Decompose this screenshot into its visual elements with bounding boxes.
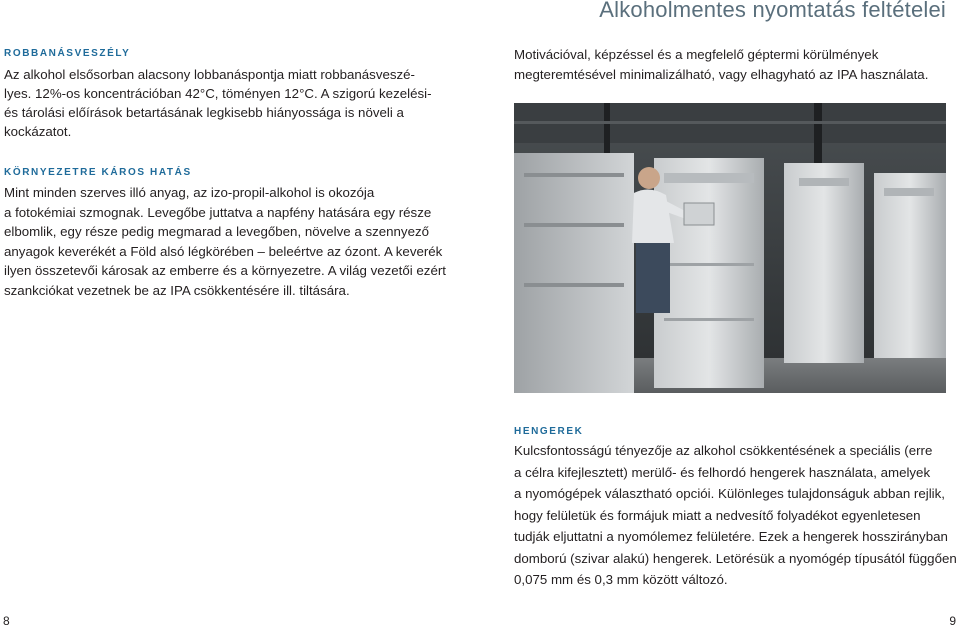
section-heading-fire-hazard: ROBBANÁSVESZÉLY — [4, 48, 131, 59]
text-line: anyagok keverékét a Föld alsó légkörében – beleértve az ózont. A keverék — [4, 243, 443, 259]
fire-hazard-text — [4, 65, 432, 141]
text-line: a fotokémiai szmognak. Levegőbe juttatva a napfény hatására egy része — [4, 204, 432, 220]
section-heading-environment: KÖRNYEZETRE KÁROS HATÁS — [4, 167, 192, 178]
text-line: Mint minden szerves illó anyag, az izo-propil-alkohol is okozója — [4, 185, 375, 200]
page-title: Alkoholmentes nyomtatás feltételei — [599, 0, 946, 22]
page-number-right: 9 — [949, 614, 956, 628]
text-line: szankciókat vezetnek be az IPA csökkentésére ill. tiltására. — [4, 282, 350, 298]
text-line: a nyomógépek választható opciói. Különleges tulajdonságuk abban rejlik, — [514, 486, 945, 501]
text-line: domború (szivar alakú) hengerek. Letörésük a nyomógép típusától függően — [514, 550, 957, 566]
rollers-text — [514, 440, 957, 591]
motivation-text — [514, 45, 928, 84]
text-line: megteremtésével minimalizálható, vagy elhagyható az IPA használata. — [514, 66, 929, 82]
text-line: Motivációval, képzéssel és a megfelelő géptermi körülmények — [514, 47, 879, 62]
text-line: Kulcsfontosságú tényezője az alkohol csökkentésének a speciális (erre — [514, 443, 933, 458]
text-line: hogy felületük és formájuk miatt a nedvesítő folyadékot egyenletesen — [514, 507, 921, 523]
text-line: ilyen összetevői károsak az emberre és a környezetre. A világ vezetői ezért — [4, 263, 446, 279]
environment-text — [4, 183, 446, 301]
printing-press-photo — [514, 103, 946, 393]
text-line: és tárolási előírások betartásának legkisebb hiányossága is növeli a — [4, 105, 404, 120]
text-line: Az alkohol elsősorban alacsony lobbanáspontja miatt robbanásveszé- — [4, 67, 415, 82]
page-number-left: 8 — [3, 614, 10, 628]
text-line: elbomlik, egy része pedig megmarad a levegőben, növelve a szennyező — [4, 224, 430, 240]
text-line: a célra kifejlesztett) merülő- és felhordó hengerek használata, amelyek — [514, 464, 931, 480]
text-line: tudják eljuttatni a nyomólemez felületére. Ezek a hengerek hosszirányban — [514, 529, 948, 544]
text-line: lyes. 12%-os koncentrációban 42°C, töményen 12°C. A szigorú kezelési- — [4, 86, 432, 101]
text-line: 0,075 mm és 0,3 mm között változó. — [514, 572, 728, 587]
section-heading-rollers: HENGEREK — [514, 426, 584, 437]
text-line: kockázatot. — [4, 124, 72, 139]
